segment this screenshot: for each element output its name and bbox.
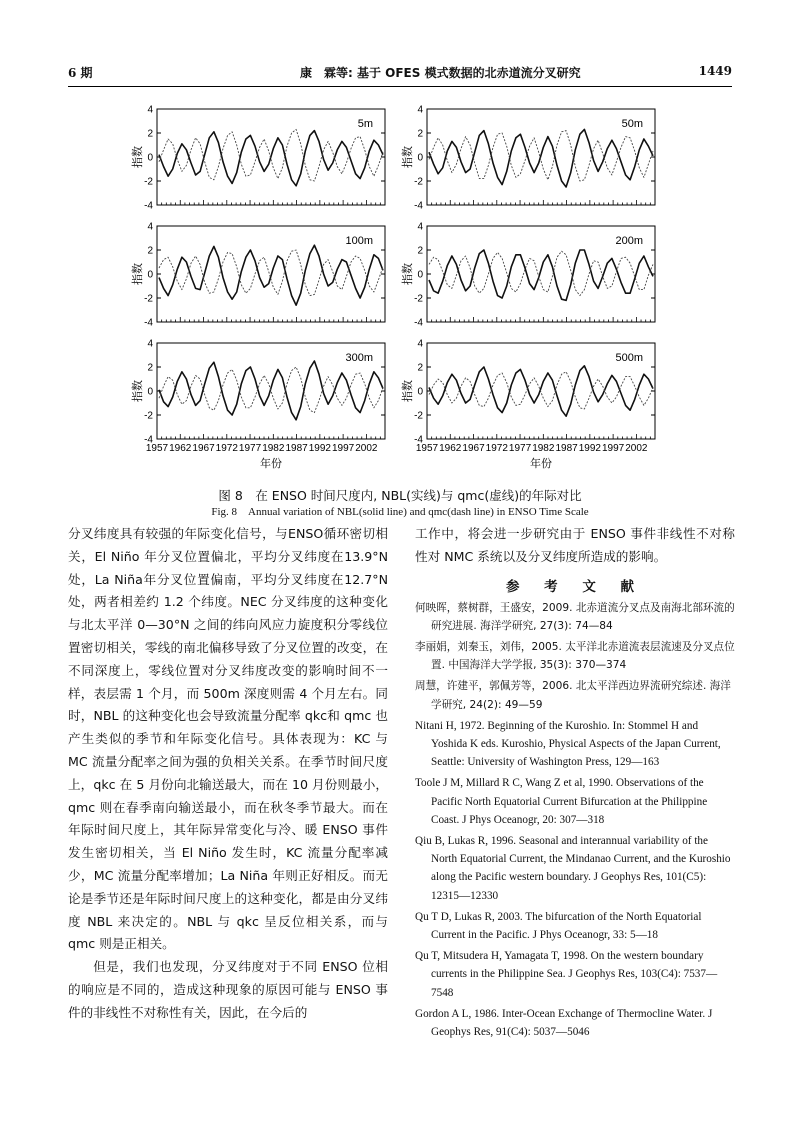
y-tick-label: 4 — [147, 338, 153, 350]
y-tick-label: 4 — [417, 104, 423, 116]
panel-depth-label: 200m — [615, 235, 643, 247]
y-tick-label: -4 — [144, 200, 153, 212]
x-tick-label: 1972 — [485, 443, 508, 454]
y-tick-label: 0 — [417, 386, 423, 398]
x-tick-label: 1982 — [262, 443, 285, 454]
series-nbl-line — [159, 131, 383, 186]
y-tick-label: -4 — [144, 317, 153, 329]
figure-8-chart-grid — [130, 95, 690, 480]
x-axis-label: 年份 — [260, 458, 282, 470]
x-tick-label: 1992 — [308, 443, 331, 454]
x-tick-label: 1957 — [145, 443, 169, 454]
page-number: 1449 — [698, 64, 732, 78]
reference-item: Nitani H, 1972. Beginning of the Kuroshio. In: Stommel H and Yoshida K eds. Kuroshio, Physical Aspects of the Japan Current, Seattle: University of Washington Press, 129—163 — [415, 719, 721, 769]
y-tick-label: -2 — [144, 410, 153, 422]
reference-item: Qiu B, Lukas R, 1996. Seasonal and interannual variability of the North Equatorial Current, the Mindanao Current, and the Kuroshio along the Pacific western boundary. J Geophys Res, 101(C5): 12315—12330 — [415, 835, 731, 902]
y-tick-label: -4 — [414, 317, 423, 329]
x-tick-label: 1962 — [439, 443, 462, 454]
x-tick-label: 1987 — [555, 443, 578, 454]
x-tick-label: 1972 — [215, 443, 238, 454]
body-paragraph-1: 分叉纬度具有较强的年际变化信号，与ENSO循环密切相关，El Niño 年分叉位置偏北，平均分叉纬度在13.9°N处，La Niña年分叉位置偏南，平均分叉纬度在12.7°N 处，两者相差约 1.2 个纬度。NEC 分叉纬度的这种变化与北太平洋 0—30°N 之间的纬向风应力旋度积分零线位置密切相关，零线的南北偏移导致了分叉位置的改变，在不同深度上，零线位置对分叉纬度改变的影响时间不一样，表层需 1 个月，而 500m 深度则需 4 个月左右。同时，NBL 的这种变化也会导致流量分配率 qkc和 qmc 也产生类似的季节和年际变化信号。具体表现为：KC 与 MC 流量分配率之间为强的负相关关系。在季节时间尺度上，qkc 在 5 月份向北输送最大，而在 10 月份则最小，qmc 则在春季南向输送最小，而在秋冬季节最大。而在年际时间尺度上，其年际异常变化与冷、暖 ENSO 事件发生密切相关，当 El Niño 发生时，KC 流量分配率减少，MC 流量分配率增加；La Niña 年则正好相反。而无论是季节还是年际时间尺度上的这种变化，都是由分叉纬度 NBL 来决定的。NBL 与 qkc 呈反位相关系，而与 qmc 则是正相关。 — [68, 526, 388, 952]
x-tick-label: 1997 — [601, 443, 625, 454]
x-tick-label: 1967 — [462, 443, 485, 454]
x-tick-label: 2002 — [355, 443, 378, 454]
panel-depth-label: 100m — [345, 235, 373, 247]
y-tick-label: -2 — [414, 293, 423, 305]
y-tick-label: -2 — [144, 293, 153, 305]
x-axis-label: 年份 — [530, 458, 552, 470]
reference-item: Qu T D, Lukas R, 2003. The bifurcation of the North Equatorial Current in the Pacific. J Phys Oceanogr, 33: 5—18 — [415, 910, 702, 942]
series-nbl-line — [429, 129, 653, 187]
header-rule — [68, 86, 732, 87]
chart-panel-200m — [400, 222, 655, 329]
y-tick-label: -2 — [144, 176, 153, 188]
y-axis-label: 指数 — [402, 146, 414, 168]
y-tick-label: 0 — [147, 152, 153, 164]
references-title: 参 考 文 献 — [505, 578, 645, 595]
panel-depth-label: 5m — [357, 118, 373, 130]
y-tick-label: 4 — [417, 221, 423, 233]
y-tick-label: 4 — [417, 338, 423, 350]
y-axis-label: 指数 — [132, 380, 144, 402]
series-nbl-line — [159, 245, 383, 305]
x-tick-label: 1982 — [532, 443, 555, 454]
chart-panel-100m — [130, 222, 385, 329]
x-tick-label: 1957 — [415, 443, 439, 454]
reference-item: Gordon A L, 1986. Inter-Ocean Exchange of Thermocline Water. J Geophys Res, 91(C4): 5037—5046 — [415, 1007, 713, 1039]
right-column — [415, 523, 735, 1044]
y-tick-label: -2 — [414, 176, 423, 188]
figure-caption-zh: 图 8 在 ENSO 时间尺度内, NBL(实线)与 qmc(虚线)的年际对比 — [218, 488, 582, 503]
y-tick-label: -4 — [414, 200, 423, 212]
y-tick-label: 0 — [417, 269, 423, 281]
x-tick-label: 1997 — [331, 443, 355, 454]
panel-depth-label: 300m — [345, 352, 373, 364]
y-tick-label: 4 — [147, 221, 153, 233]
chart-panel-300m — [130, 339, 385, 471]
y-tick-label: -4 — [144, 434, 153, 446]
x-tick-label: 2002 — [625, 443, 648, 454]
x-tick-label: 1987 — [285, 443, 308, 454]
chart-panel-500m — [400, 339, 655, 471]
reference-item: 李丽娟，刘秦玉，刘伟，2005. 太平洋北赤道流表层流速及分叉点位置. 中国海洋大学学报, 35(3): 370—374 — [415, 641, 735, 672]
panel-depth-label: 50m — [621, 118, 643, 130]
body-paragraph-continued: 工作中，将会进一步研究由于 ENSO 事件非线性不对称性对 NMC 系统以及分叉纬度所造成的影响。 — [415, 526, 735, 564]
y-tick-label: 4 — [147, 104, 153, 116]
series-nbl-line — [429, 250, 653, 300]
x-tick-label: 1977 — [508, 443, 532, 454]
series-qmc-line — [159, 367, 383, 413]
y-axis-label: 指数 — [402, 380, 414, 402]
reference-item: Qu T, Mitsudera H, Yamagata T, 1998. On the western boundary currents in the Philippine Sea. J Geophys Res, 103(C4): 7537—7548 — [415, 950, 718, 999]
y-tick-label: 2 — [417, 245, 423, 257]
y-tick-label: -2 — [414, 410, 423, 422]
figure-caption-en: Fig. 8 Annual variation of NBL(solid line) and qmc(dash line) in ENSO Time Scale — [211, 506, 589, 518]
y-tick-label: 0 — [147, 269, 153, 281]
x-tick-label: 1967 — [192, 443, 215, 454]
chart-panel-50m — [400, 105, 655, 212]
issue-number: 6 期 — [68, 66, 93, 80]
y-axis-label: 指数 — [402, 263, 414, 285]
y-tick-label: 2 — [147, 245, 153, 257]
chart-panel-5m — [130, 105, 385, 212]
left-column — [68, 523, 388, 1025]
y-tick-label: 2 — [417, 128, 423, 140]
y-tick-label: 0 — [417, 152, 423, 164]
y-tick-label: 2 — [417, 362, 423, 374]
running-header — [68, 64, 732, 86]
y-tick-label: 0 — [147, 386, 153, 398]
y-axis-label: 指数 — [132, 263, 144, 285]
body-paragraph-2: 但是，我们也发现，分叉纬度对于不同 ENSO 位相的响应是不同的，造成这种现象的原因可能与 ENSO 事件的非线性不对称性有关，因此，在今后的 — [68, 959, 388, 1020]
y-tick-label: -4 — [414, 434, 423, 446]
series-qmc-line — [429, 251, 653, 295]
running-title: 康 霖等: 基于 OFES 模式数据的北赤道流分叉研究 — [300, 66, 581, 80]
reference-item: 周慧，许建平，郭佩芳等，2006. 北太平洋西边界流研究综述. 海洋学研究, 24(2): 49—59 — [415, 680, 731, 711]
reference-item: Toole J M, Millard R C, Wang Z et al, 1990. Observations of the Pacific North Equatorial Current Bifurcation at the Philippine Coast. J Phys Oceanogr, 20: 307—318 — [415, 777, 708, 826]
x-tick-label: 1992 — [578, 443, 601, 454]
y-tick-label: 2 — [147, 362, 153, 374]
y-axis-label: 指数 — [132, 146, 144, 168]
x-tick-label: 1977 — [238, 443, 262, 454]
panel-depth-label: 500m — [615, 352, 643, 364]
reference-list — [415, 599, 735, 1042]
x-tick-label: 1962 — [169, 443, 192, 454]
y-tick-label: 2 — [147, 128, 153, 140]
reference-item: 何映晖，蔡树群，王盛安，2009. 北赤道流分叉点及南海北部环流的研究进展. 海洋学研究, 27(3): 74—84 — [415, 601, 735, 632]
